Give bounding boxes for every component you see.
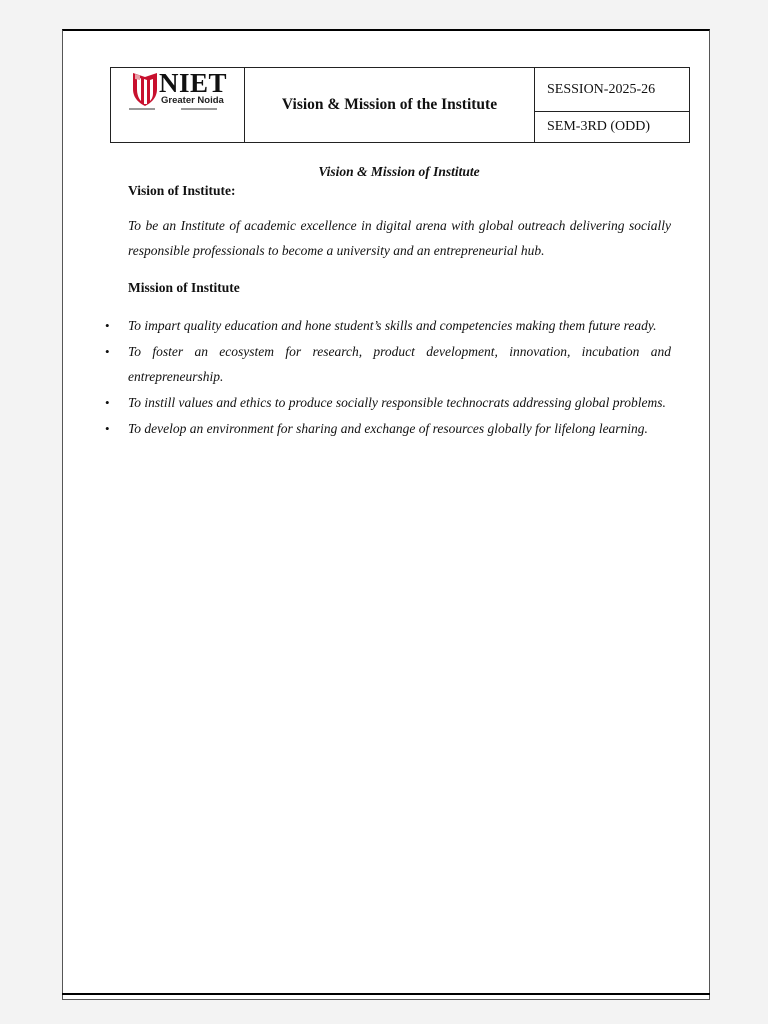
logo-cell — [111, 68, 245, 143]
bullet-icon: • — [105, 344, 110, 359]
bullet-icon: • — [105, 318, 110, 333]
logo-subtitle: Greater Noida — [161, 95, 224, 106]
bullet-icon: • — [105, 421, 110, 436]
mission-item — [63, 313, 671, 338]
document-page — [62, 29, 710, 1000]
mission-item-text: To foster an ecosystem for research, product development, innovation, incubation and entrepreneurship. — [128, 344, 671, 384]
shield-icon — [131, 71, 159, 107]
session-label: SESSION-2025-26 — [535, 68, 690, 112]
niet-logo — [129, 68, 239, 113]
mission-item-text: To instill values and ethics to produce socially responsible technocrats addressing global problems. — [128, 395, 666, 410]
mission-title: Mission of Institute — [128, 280, 240, 295]
semester-label: SEM-3RD (ODD) — [535, 112, 690, 143]
page-bottom-rule — [62, 993, 710, 995]
mission-item-text: To develop an environment for sharing and exchange of resources globally for lifelong learning. — [128, 421, 648, 436]
logo-tagline-marks — [129, 108, 239, 111]
mission-item-text: To impart quality education and hone student’s skills and competencies making them future ready. — [128, 318, 657, 333]
vision-title: Vision of Institute: — [128, 183, 236, 198]
mission-item — [63, 390, 671, 415]
mission-item — [63, 416, 671, 441]
logo-name: NIET — [159, 68, 228, 98]
header-table — [110, 67, 690, 143]
header-title: Vision & Mission of the Institute — [245, 68, 535, 143]
document-heading: Vision & Mission of Institute — [318, 164, 480, 179]
bullet-icon: • — [105, 395, 110, 410]
vision-text: To be an Institute of academic excellence in digital arena with global outreach delivering socially responsible professionals to become a university and an entrepreneurial hub. — [128, 218, 671, 258]
mission-item — [63, 339, 671, 389]
mission-list — [63, 313, 709, 442]
